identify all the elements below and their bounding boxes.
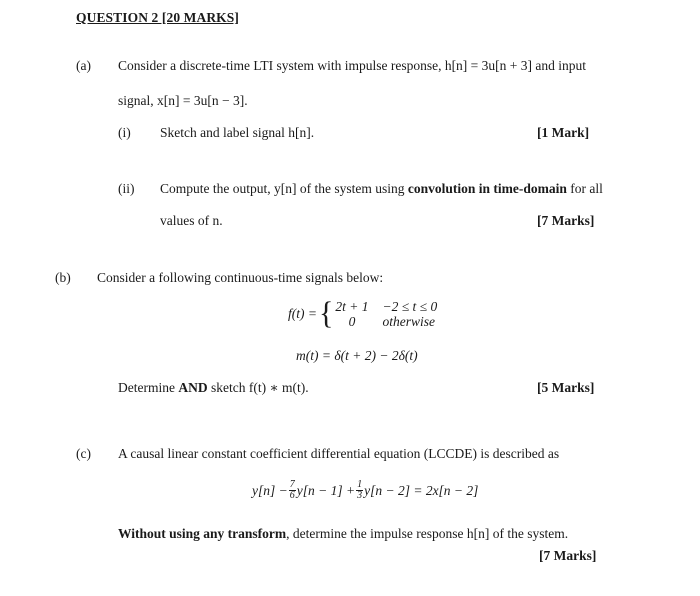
part-a-line2: signal, x[n] = 3u[n − 3]. <box>118 93 248 108</box>
frac1-num: 7 <box>289 479 295 490</box>
f-case2-expr: 0 <box>348 314 356 329</box>
f-case1-expr: 2t + 1 <box>335 299 369 314</box>
part-c-without-bold: Without using any transform <box>118 526 287 541</box>
f-case1-cond: −2 ≤ t ≤ 0 <box>382 299 438 314</box>
part-a-ii-text-bold: convolution in time-domain <box>407 181 567 196</box>
frac2-den: 3 <box>357 490 363 501</box>
frac1-den: 6 <box>289 490 295 501</box>
part-c-without <box>118 526 568 542</box>
part-a-i-marks: [1 Mark] <box>537 125 590 140</box>
part-c-label: (c) <box>76 446 91 461</box>
part-c-intro: A causal linear constant coefficient differential equation (LCCDE) is described as <box>118 446 560 461</box>
eq-part2: y[n − 1] + <box>296 482 356 498</box>
question-title: QUESTION 2 [20 MARKS] <box>76 10 239 25</box>
part-c-marks: [7 Marks] <box>539 548 597 563</box>
part-a-ii-text <box>160 181 603 197</box>
part-a-ii-label: (ii) <box>118 181 135 196</box>
part-a-ii-line2: values of n. <box>160 213 223 228</box>
part-b-determine <box>118 380 309 396</box>
fraction-1-3 <box>356 480 363 501</box>
eq-part3: y[n − 2] = 2x[n − 2] <box>364 482 479 498</box>
part-c-without-post: , determine the impulse response h[n] of the system. <box>286 526 569 541</box>
f-equation <box>288 296 438 331</box>
part-b-determine-post: sketch f(t) ∗ m(t). <box>207 380 309 395</box>
left-brace: { <box>318 296 334 331</box>
part-b-determine-pre: Determine <box>118 380 179 395</box>
part-a-ii-marks: [7 Marks] <box>537 213 595 228</box>
m-equation: m(t) = δ(t + 2) − 2δ(t) <box>296 348 418 363</box>
part-a-ii-text-post: for all <box>566 181 603 196</box>
part-a-i-label: (i) <box>118 125 131 140</box>
f-lhs: f(t) = <box>288 306 317 321</box>
part-b-determine-bold: AND <box>178 380 208 395</box>
part-b-intro: Consider a following continuous-time signals below: <box>97 270 384 285</box>
fraction-7-6 <box>289 480 296 501</box>
eq-part1: y[n] − <box>252 482 288 498</box>
frac2-num: 1 <box>357 479 363 490</box>
part-a-ii-text-pre: Compute the output, y[n] of the system using <box>160 181 408 196</box>
part-b-marks: [5 Marks] <box>537 380 595 395</box>
part-a-label: (a) <box>76 58 91 73</box>
lccde-equation <box>252 480 478 501</box>
part-a-line1: Consider a discrete-time LTI system with impulse response, h[n] = 3u[n + 3] and input <box>118 58 587 73</box>
f-case2-cond: otherwise <box>382 314 436 329</box>
part-a-i-text: Sketch and label signal h[n]. <box>160 125 315 140</box>
part-b-label: (b) <box>55 270 71 285</box>
